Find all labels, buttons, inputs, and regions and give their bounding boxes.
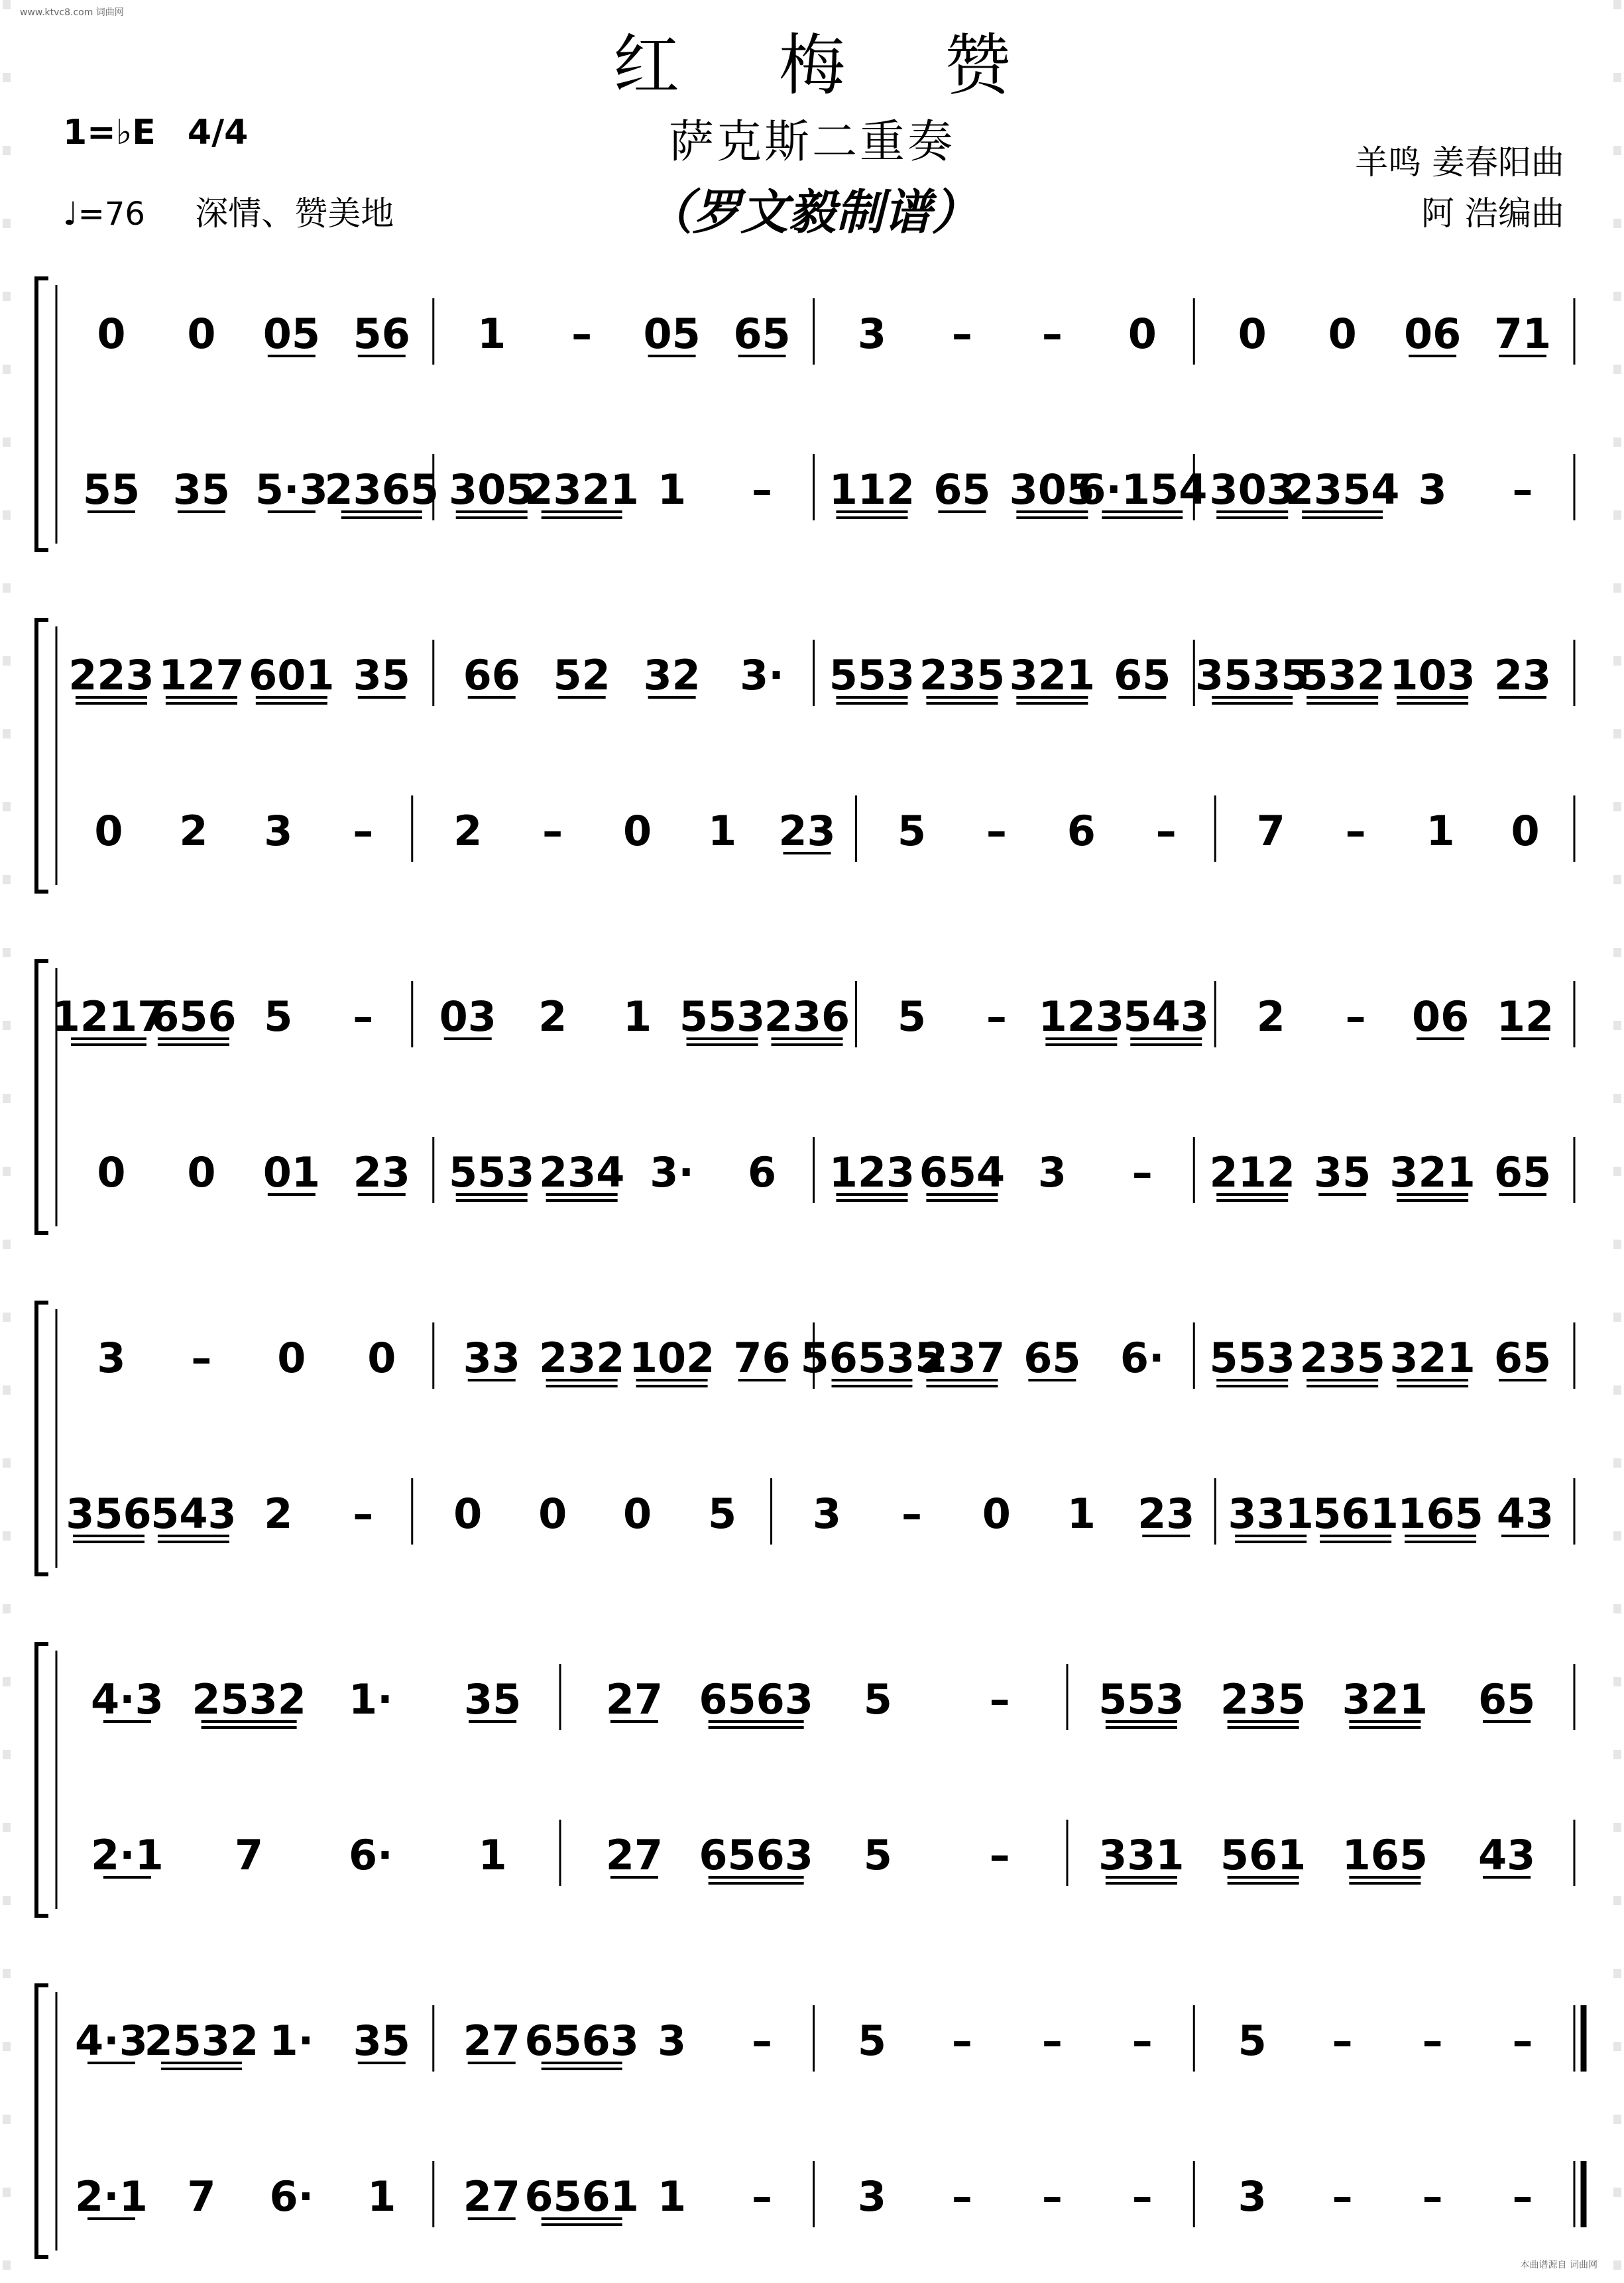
note-group: – — [542, 807, 563, 855]
note-group: 33 — [463, 1334, 520, 1382]
note-group: 6· — [269, 2172, 314, 2221]
note-group: – — [1155, 807, 1177, 855]
note-group: 0 — [623, 1490, 652, 1538]
note-group: 3 — [1037, 1148, 1067, 1197]
note-group: 2354 — [1285, 465, 1400, 514]
note-group: 0 — [453, 1490, 483, 1538]
note-group: 05 — [262, 310, 320, 358]
note-group: – — [571, 310, 593, 358]
note-group: 23 — [778, 807, 836, 855]
system-bracket — [36, 620, 48, 892]
note-group: 3 — [857, 310, 887, 358]
note-group: 331 — [1098, 1831, 1185, 1879]
system-bracket — [36, 1985, 48, 2257]
note-group: 3535 — [1194, 651, 1310, 699]
transcriber-credit: （罗文毅制谱） — [644, 184, 979, 240]
note-group: 553 — [679, 992, 766, 1041]
note-group: 65 — [1493, 1148, 1552, 1197]
footer-source: 本曲谱源自 词曲网 — [1520, 2260, 1597, 2270]
note-group: 65 — [933, 465, 991, 514]
note-group: 2365 — [324, 465, 439, 514]
note-group: – — [1345, 992, 1366, 1041]
note-group: 65 — [1478, 1675, 1536, 1724]
note-group: 2 — [453, 807, 483, 855]
note-group: 232 — [538, 1334, 625, 1382]
note-group: 0 — [538, 1490, 567, 1538]
note-group: 5 — [1238, 2017, 1267, 2065]
note-group: 3 — [1238, 2172, 1267, 2221]
note-group: 1· — [349, 1675, 393, 1724]
note-group: 65 — [1023, 1334, 1081, 1382]
note-group: 654 — [919, 1148, 1006, 1197]
note-group: 01 — [262, 1148, 320, 1197]
note-group: 1 — [477, 310, 506, 358]
note-group: 35 — [353, 651, 410, 699]
note-group: 561 — [1220, 1831, 1306, 1879]
note-group: 05 — [643, 310, 701, 358]
note-group: – — [752, 465, 773, 514]
note-group: 1· — [269, 2017, 314, 2065]
note-group: – — [1345, 807, 1366, 855]
note-group: 2532 — [144, 2017, 259, 2065]
note-group: 165 — [1342, 1831, 1428, 1879]
note-group: 321 — [1389, 1148, 1476, 1197]
note-group: 1217 — [51, 992, 166, 1041]
note-group: 165 — [1397, 1490, 1483, 1538]
note-group: – — [1422, 2172, 1443, 2221]
note-group: – — [951, 2172, 972, 2221]
note-group: 0 — [982, 1490, 1011, 1538]
note-group: – — [1041, 310, 1063, 358]
note-group: 5 — [897, 807, 927, 855]
note-group: 0 — [187, 310, 216, 358]
note-group: 1 — [707, 807, 737, 855]
time-signature: 4/4 — [187, 113, 249, 152]
note-group: 103 — [1389, 651, 1476, 699]
note-group: – — [1512, 465, 1533, 514]
note-group: 0 — [97, 310, 126, 358]
system-bracket — [36, 278, 48, 550]
note-group: 43 — [1496, 1490, 1554, 1538]
note-group: 27 — [463, 2172, 520, 2221]
note-group: – — [1512, 2017, 1533, 2065]
note-group: 3 — [1418, 465, 1447, 514]
note-group: 223 — [68, 651, 154, 699]
note-group: 3 — [658, 2017, 687, 2065]
note-group: 543 — [150, 1490, 237, 1538]
note-group: 237 — [919, 1334, 1006, 1382]
note-group: 561 — [1312, 1490, 1399, 1538]
note-group: 3· — [740, 651, 784, 699]
note-group: 6 — [1067, 807, 1096, 855]
note-group: 2 — [264, 1490, 293, 1538]
source-label: www.ktvc8.com 词曲网 — [20, 7, 124, 18]
note-group: 236 — [764, 992, 850, 1041]
note-group: 56 — [353, 310, 410, 358]
tempo-value: ♩=76 — [63, 196, 145, 233]
note-group: 305 — [1009, 465, 1096, 514]
note-group: – — [989, 1831, 1010, 1879]
score-subtitle: 萨克斯二重奏 — [668, 116, 955, 168]
note-group: 1 — [658, 2172, 687, 2221]
note-group: 4·3 — [75, 2017, 148, 2065]
note-group: – — [1332, 2017, 1353, 2065]
note-group: 112 — [829, 465, 915, 514]
note-group: – — [1131, 1148, 1153, 1197]
note-group: 1 — [623, 992, 652, 1041]
note-group: 23 — [353, 1148, 410, 1197]
note-group: 3· — [650, 1148, 694, 1197]
note-group: 0 — [367, 1334, 396, 1382]
note-group: 7 — [187, 2172, 216, 2221]
note-group: 27 — [605, 1675, 664, 1724]
note-group: 65 — [1114, 651, 1171, 699]
note-group: 71 — [1493, 310, 1552, 358]
system-bracket — [36, 961, 48, 1233]
note-group: – — [191, 1334, 212, 1382]
note-group: 0 — [277, 1334, 306, 1382]
note-group: 0 — [623, 807, 652, 855]
note-group: 305 — [449, 465, 535, 514]
note-group: 321 — [1342, 1675, 1428, 1724]
note-group: 5 — [707, 1490, 737, 1538]
note-group: 5 — [897, 992, 927, 1041]
note-group: 6563 — [699, 1831, 813, 1879]
note-group: 3 — [857, 2172, 887, 2221]
note-group: – — [1131, 2017, 1153, 2065]
note-group: 76 — [733, 1334, 791, 1382]
note-group: 23 — [1493, 651, 1552, 699]
note-group: 0 — [1328, 310, 1357, 358]
note-group: 6 — [747, 1148, 777, 1197]
note-group: 127 — [158, 651, 245, 699]
note-group: – — [901, 1490, 922, 1538]
note-group: 0 — [187, 1148, 216, 1197]
note-group: 65 — [733, 310, 791, 358]
note-group: 331 — [1228, 1490, 1314, 1538]
note-group: 2 — [538, 992, 567, 1041]
note-group: 6563 — [699, 1675, 813, 1724]
note-group: 43 — [1478, 1831, 1536, 1879]
note-group: 1 — [1067, 1490, 1096, 1538]
note-group: – — [1041, 2172, 1063, 2221]
note-group: – — [1332, 2172, 1353, 2221]
note-group: 235 — [919, 651, 1006, 699]
note-group: – — [353, 807, 374, 855]
note-group: 1 — [1426, 807, 1455, 855]
note-group: 65 — [1493, 1334, 1552, 1382]
note-group: – — [1131, 2172, 1153, 2221]
note-group: – — [752, 2017, 773, 2065]
note-group: 06 — [1403, 310, 1462, 358]
note-group: – — [1512, 2172, 1533, 2221]
arranger-credit: 阿 浩编曲 — [1421, 194, 1564, 233]
note-group: 543 — [1123, 992, 1209, 1041]
note-group: 0 — [97, 1148, 126, 1197]
note-group: 2 — [179, 807, 208, 855]
note-group: 6561 — [524, 2172, 639, 2221]
note-group: 5 — [857, 2017, 887, 2065]
note-group: 303 — [1209, 465, 1295, 514]
note-group: 235 — [1299, 1334, 1385, 1382]
note-group: 4·3 — [90, 1675, 164, 1724]
system-bracket — [36, 1303, 48, 1574]
note-group: 35 — [1314, 1148, 1371, 1197]
note-group: 1 — [478, 1831, 507, 1879]
note-group: 123 — [1038, 992, 1125, 1041]
note-group: 52 — [553, 651, 610, 699]
note-group: 56535 — [800, 1334, 944, 1382]
note-group: 3 — [264, 807, 293, 855]
note-group: 553 — [1209, 1334, 1295, 1382]
note-group: 5·3 — [255, 465, 328, 514]
note-group: 123 — [829, 1148, 915, 1197]
note-group: 7 — [1256, 807, 1285, 855]
note-group: 656 — [150, 992, 237, 1041]
note-group: 0 — [94, 807, 123, 855]
note-group: 35 — [463, 1675, 522, 1724]
note-group: 55 — [82, 465, 141, 514]
note-group: 6· — [349, 1831, 393, 1879]
note-group: – — [1041, 2017, 1063, 2065]
note-group: 3 — [812, 1490, 842, 1538]
note-group: 2·1 — [75, 2172, 148, 2221]
note-group: 27 — [605, 1831, 664, 1879]
note-group: 2·1 — [90, 1831, 164, 1879]
note-group: 321 — [1009, 651, 1096, 699]
note-group: 6· — [1120, 1334, 1165, 1382]
note-group: 0 — [1511, 807, 1540, 855]
expression-marking: 深情、赞美地 — [195, 194, 394, 233]
note-group: 532 — [1299, 651, 1385, 699]
note-group: 553 — [449, 1148, 535, 1197]
system-bracket — [36, 1644, 48, 1916]
note-group: 23 — [1137, 1490, 1195, 1538]
composer-credit: 羊鸣 姜春阳曲 — [1355, 143, 1564, 182]
note-group: 6563 — [524, 2017, 639, 2065]
note-group: 35 — [172, 465, 231, 514]
note-group: 5 — [264, 992, 293, 1041]
note-group: – — [353, 1490, 374, 1538]
note-group: 2532 — [192, 1675, 306, 1724]
note-group: – — [951, 310, 972, 358]
key-label: 1=♭E — [63, 113, 156, 152]
note-group: 601 — [249, 651, 335, 699]
note-group: 1 — [658, 465, 687, 514]
note-group: 553 — [1098, 1675, 1185, 1724]
note-group: 0 — [1128, 310, 1157, 358]
note-group: 2 — [1256, 992, 1285, 1041]
note-group: 212 — [1209, 1148, 1295, 1197]
note-group: – — [986, 807, 1007, 855]
note-group: – — [1422, 2017, 1443, 2065]
note-group: 1 — [367, 2172, 396, 2221]
note-group: – — [989, 1675, 1010, 1724]
note-group: 0 — [1238, 310, 1267, 358]
score-title: 红梅赞 — [613, 27, 1110, 104]
note-group: 5 — [863, 1675, 892, 1724]
note-group: 553 — [829, 651, 915, 699]
note-group: 66 — [463, 651, 520, 699]
note-group: – — [353, 992, 374, 1041]
note-group: 2321 — [524, 465, 639, 514]
note-group: – — [986, 992, 1007, 1041]
note-group: 7 — [235, 1831, 264, 1879]
note-group: – — [752, 2172, 773, 2221]
note-group: 06 — [1411, 992, 1470, 1041]
note-group: 6·154 — [1077, 465, 1208, 514]
note-group: 5 — [863, 1831, 892, 1879]
note-group: – — [951, 2017, 972, 2065]
note-group: 27 — [463, 2017, 520, 2065]
note-group: 321 — [1389, 1334, 1476, 1382]
note-group: 35 — [353, 2017, 410, 2065]
note-group: 234 — [538, 1148, 625, 1197]
note-group: 235 — [1220, 1675, 1306, 1724]
note-group: 32 — [643, 651, 701, 699]
note-group: 03 — [439, 992, 496, 1041]
note-group: 356 — [66, 1490, 152, 1538]
note-group: 102 — [628, 1334, 715, 1382]
note-group: 12 — [1496, 992, 1554, 1041]
note-group: 3 — [97, 1334, 126, 1382]
